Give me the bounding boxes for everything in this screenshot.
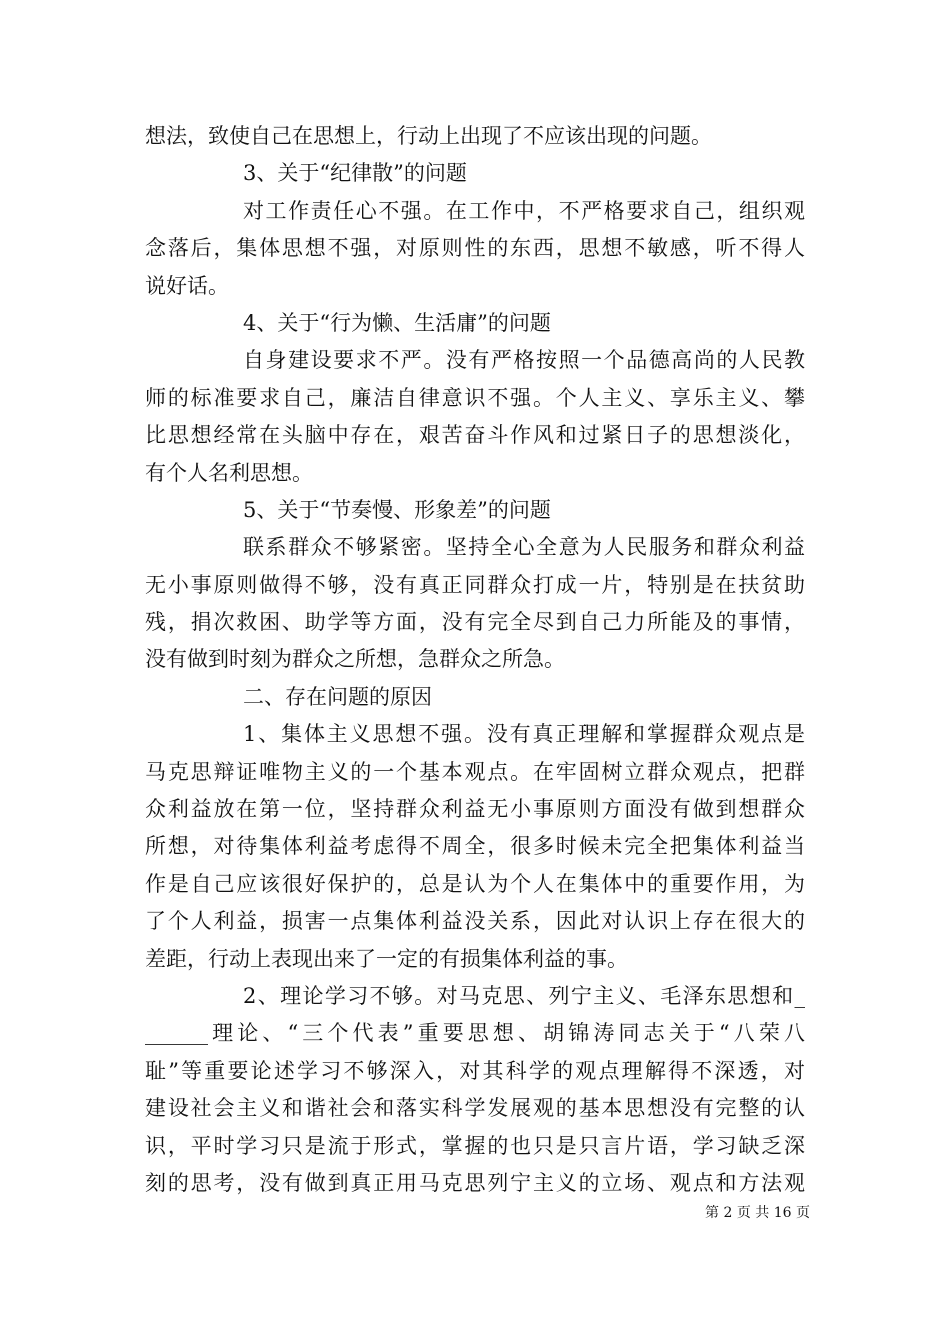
text-line: 自身建设要求不严。没有严格按照一个品德高尚的人民教 — [243, 348, 805, 373]
text-line: 所想，对待集体利益考虑得不周全，很多时候未完全把集体利益当 — [145, 834, 805, 859]
text-line: 残，捐次救困、助学等方面，没有完全尽到自己力所能及的事情， — [145, 610, 805, 635]
text-line: 差距，行动上表现出来了一定的有损集体利益的事。 — [145, 946, 628, 971]
page-footer: 第 2 页 共 16 页 — [705, 1205, 810, 1221]
text-line: 想法，致使自己在思想上，行动上出现了不应该出现的问题。 — [145, 124, 712, 148]
text-line: 建设社会主义和谐社会和落实科学发展观的基本思想没有完整的认 — [145, 1096, 805, 1121]
section-heading: 二、存在问题的原因 — [243, 684, 432, 709]
text-line: 联系群众不够紧密。坚持全心全意为人民服务和群众利益 — [243, 535, 805, 560]
document-body — [145, 118, 805, 1202]
text-line: 刻的思考，没有做到真正用马克思列宁主义的立场、观点和方法观 — [145, 1170, 805, 1195]
text-line: 众利益放在第一位，坚持群众利益无小事原则方面没有做到想群众 — [145, 797, 805, 822]
text-line: 对工作责任心不强。在工作中，不严格要求自己，组织观 — [243, 198, 805, 223]
text-line: 说好话。 — [145, 273, 229, 298]
text-line: 了个人利益，损害一点集体利益没关系，因此对认识上存在很大的 — [145, 909, 805, 934]
text-line: 无小事原则做得不够，没有真正同群众打成一片，特别是在扶贫助 — [145, 572, 805, 597]
text-line: 没有做到时刻为群众之所想，急群众之所急。 — [145, 647, 565, 672]
text-line: 耻”等重要论述学习不够深入，对其科学的观点理解得不深透，对 — [145, 1058, 805, 1083]
text-line: 马克思辩证唯物主义的一个基本观点。在牢固树立群众观点，把群 — [145, 759, 805, 784]
text-line: 作是自己应该很好保护的，总是认为个人在集体中的重要作用，为 — [145, 871, 805, 896]
text-line: 有个人名利思想。 — [145, 460, 313, 485]
text-line: ______理论、“三个代表”重要思想、胡锦涛同志关于“八荣八 — [145, 1021, 805, 1046]
section-heading: 5、关于“节奏慢、形象差”的问题 — [243, 497, 551, 522]
text-line: 2、理论学习不够。对马克思、列宁主义、毛泽东思想和_ — [243, 983, 805, 1008]
text-line: 比思想经常在头脑中存在，艰苦奋斗作风和过紧日子的思想淡化， — [145, 423, 805, 448]
text-line: 识，平时学习只是流于形式，掌握的也只是只言片语，学习缺乏深 — [145, 1133, 805, 1158]
text-line: 1、集体主义思想不强。没有真正理解和掌握群众观点是 — [243, 722, 805, 747]
text-line: 念落后，集体思想不强，对原则性的东西，思想不敏感，听不得人 — [145, 236, 805, 261]
section-heading: 3、关于“纪律散”的问题 — [243, 161, 467, 186]
text-line: 师的标准要求自己，廉洁自律意识不强。个人主义、享乐主义、攀 — [145, 385, 805, 410]
section-heading: 4、关于“行为懒、生活庸”的问题 — [243, 310, 551, 335]
